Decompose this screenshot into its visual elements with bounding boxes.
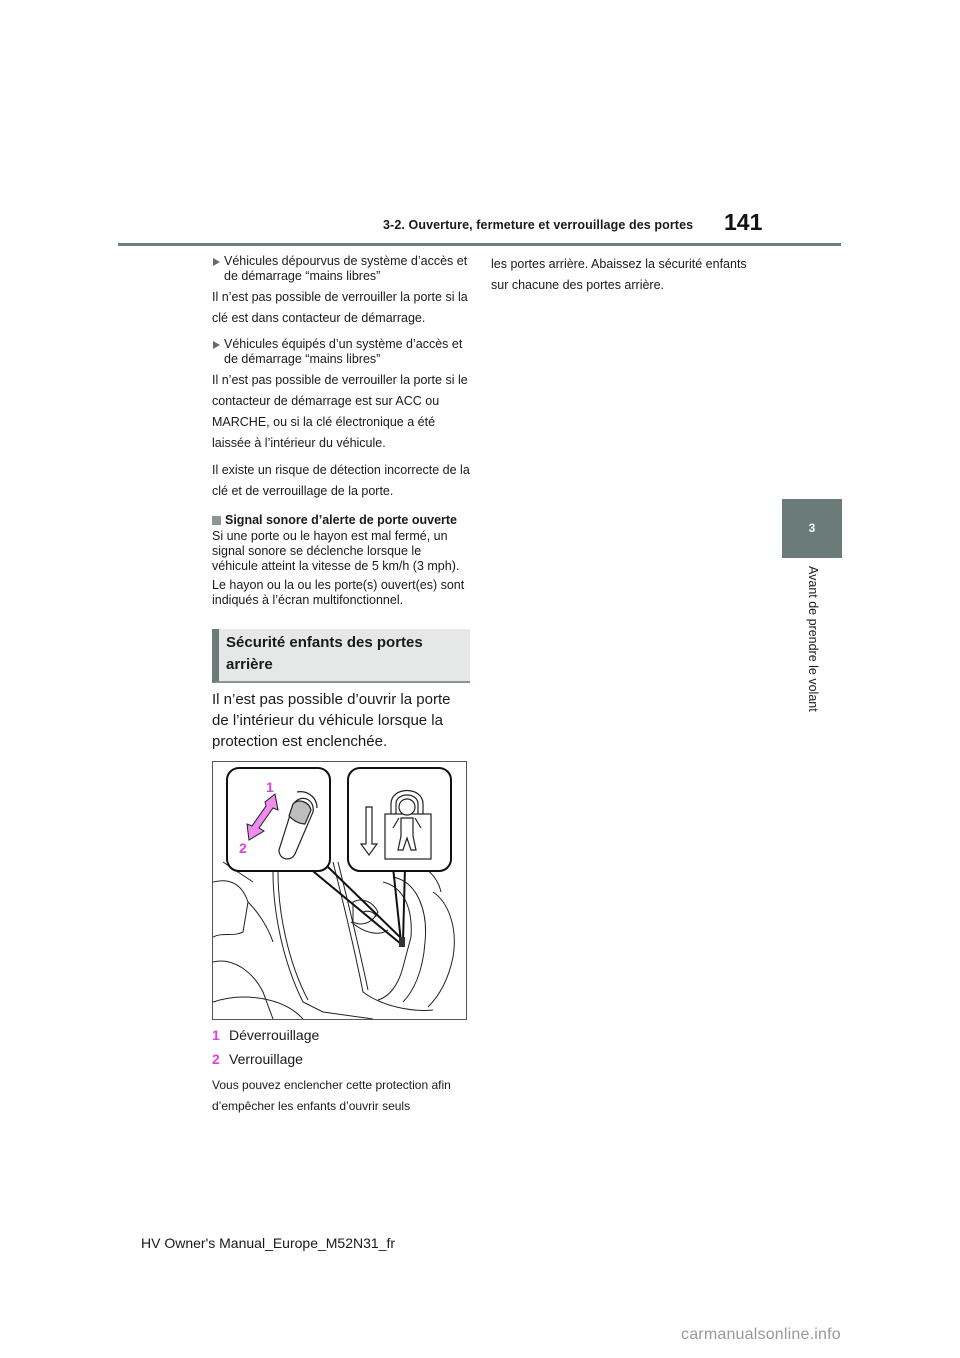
right-column: [491, 254, 751, 296]
paragraph: Le hayon ou la ou les porte(s) ouvert(es) sont indiqués à l’écran multifonctionnel.: [212, 578, 465, 607]
square-bullet-icon: [212, 516, 221, 525]
paragraph: Il n’est pas possible de verrouiller la porte si le contacteur de démarrage est sur ACC ou MARCHE, ou si la clé électronique a été laissée à l’intérieur du véhicule.: [212, 373, 468, 450]
paragraph: Il n’est pas possible de verrouiller la porte si la clé est dans contacteur de démarrage.: [212, 290, 468, 325]
paragraph: Si une porte ou le hayon est mal fermé, un signal sonore se déclenche lorsque le véhicule atteint la vitesse de 5 km/h (3 mph).: [212, 529, 460, 573]
subheading: [212, 512, 470, 528]
legend-label: Déverrouillage: [229, 1027, 320, 1043]
header-divider: [118, 243, 841, 246]
legend-label: Verrouillage: [229, 1051, 303, 1067]
svg-text:1: 1: [266, 779, 274, 795]
bullet-text: Véhicules équipés d’un système d’accès et de démarrage “mains libres”: [224, 337, 463, 366]
lead-paragraph: Il n’est pas possible d’ouvrir la porte de l’intérieur du véhicule lorsque la protection est enclenchée.: [212, 691, 451, 750]
watermark: carmanualsonline.info: [681, 1326, 841, 1343]
header-section-title: 3-2. Ouverture, fermeture et verrouillage des portes: [383, 218, 694, 232]
legend-number: 2: [212, 1051, 220, 1067]
legend-item-lock: [212, 1047, 470, 1071]
paragraph: les portes arrière. Abaissez la sécurité enfants sur chacune des portes arrière.: [491, 257, 747, 292]
bullet-smart-key: [212, 337, 470, 367]
paragraph: Il existe un risque de détection incorrecte de la clé et de verrouillage de la porte.: [212, 463, 470, 498]
triangle-bullet-icon: [213, 258, 220, 266]
triangle-bullet-icon: [213, 341, 220, 349]
page-number: 141: [724, 209, 763, 235]
bullet-no-smart-key: [212, 254, 470, 284]
chapter-tab: 3: [782, 499, 842, 558]
left-column: [212, 254, 470, 1117]
child-lock-illustration: [212, 761, 467, 1020]
legend-number: 1: [212, 1027, 220, 1043]
legend-item-unlock: [212, 1023, 470, 1047]
footer-manual-name: HV Owner's Manual_Europe_M52N31_fr: [141, 1235, 396, 1251]
subheading-text: Signal sonore d’alerte de porte ouverte: [225, 513, 458, 527]
svg-text:2: 2: [239, 840, 247, 856]
paragraph: Vous pouvez enclencher cette protection afin d’empêcher les enfants d’ouvrir seuls: [212, 1078, 451, 1113]
bullet-text: Véhicules dépourvus de système d’accès et de démarrage “mains libres”: [224, 254, 468, 283]
section-heading: Sécurité enfants des portes arrière: [212, 629, 470, 683]
chapter-title-vertical: Avant de prendre le volant: [806, 566, 820, 712]
